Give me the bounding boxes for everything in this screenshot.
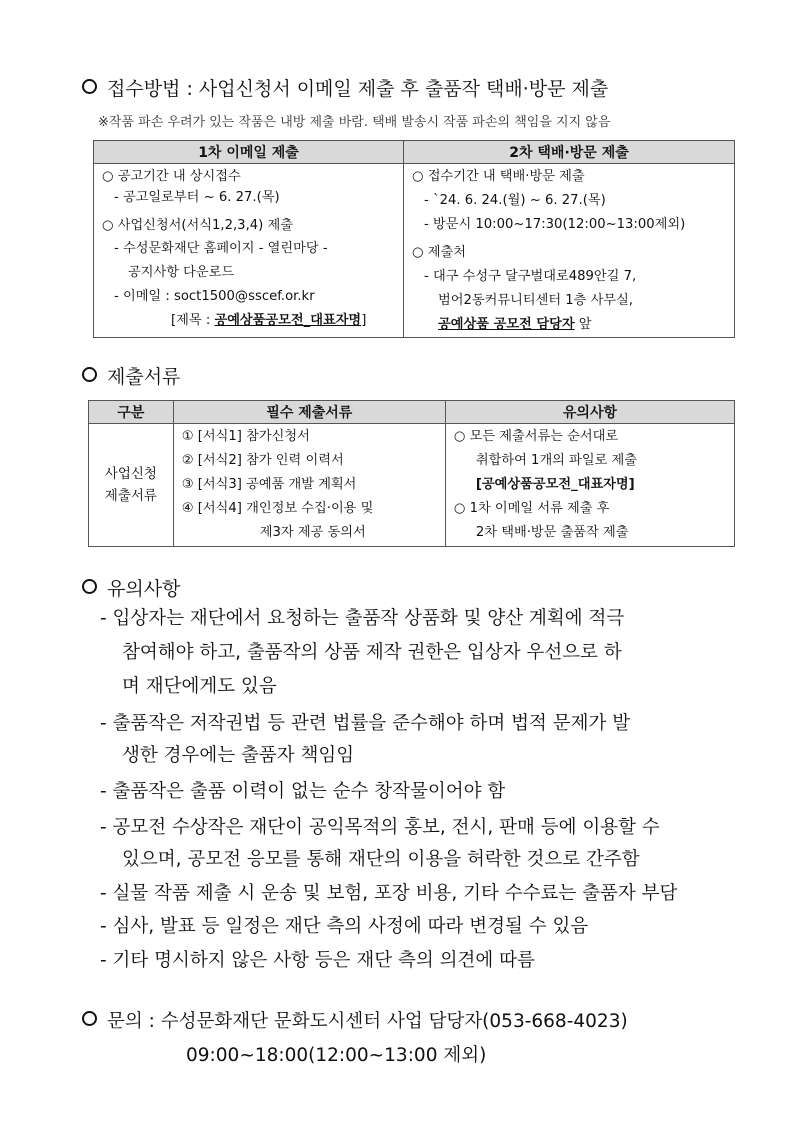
required-docs-cell: ① [서식1] 참가신청서 ② [서식2] 참가 인력 이력서 ③ [서식3] 공예품 개발 계획서 ④ [서식4] 개인정보 수집·이용 및 제3자 제공 동의서	[173, 424, 445, 547]
list-item: 있으며, 공모전 응모를 통해 재단의 이용을 허락한 것으로 간주함	[122, 849, 640, 870]
list-item: 참여해야 하고, 출품작의 상품 제작 권한은 입상자 우선으로 하	[122, 642, 622, 663]
list-item: 생한 경우에는 출품자 책임임	[122, 745, 355, 766]
contact-hours: 09:00~18:00(12:00~13:00 제외)	[186, 1045, 487, 1066]
delivery-recipient: 공예상품 공모전 담당자 앞	[438, 317, 592, 332]
circle-bullet-icon	[82, 579, 97, 594]
delivery-cell: ○ 접수기간 내 택배·방문 제출 - `24. 6. 24.(월) ~ 6. 27.(목) - 방문시 10:00~17:30(12:00~13:00제외) ○ 제출처 - 대구 수성구 달구벌대로489안길 7, 범어2동커뮤니티센터 1층 사무실, 공예상품 공모전 담당자 앞	[404, 164, 735, 338]
documents-table	[88, 400, 735, 547]
list-item: - 기타 명시하지 않은 사항 등은 재단 측의 의견에 따름	[100, 950, 535, 971]
email-subject: [제목 : 공예상품공모전_대표자명]	[171, 313, 367, 328]
list-item: - 입상자는 재단에서 요청하는 출품작 상품화 및 양산 계획에 적극	[100, 608, 625, 629]
email-cell: ○ 공고기간 내 상시접수 - 공고일로부터 ~ 6. 27.(목) ○ 사업신청서(서식1,2,3,4) 제출 - 수성문화재단 홈페이지 - 열린마당 - 공지사항 다운로드 - 이메일 : soct1500@sscef.or.kr [제목 : 공예상품공모전_대표자명]	[94, 164, 404, 338]
circle-bullet-icon	[82, 1011, 97, 1026]
col-header-email: 1차 이메일 제출	[94, 141, 404, 164]
col-header-category: 구분	[89, 401, 174, 424]
notes-cell: ○ 모든 제출서류는 순서대로 취합하여 1개의 파일로 제출 [공예상품공모전_대표자명] ○ 1차 이메일 서류 제출 후 2차 택배·방문 출품작 제출	[445, 424, 734, 547]
list-item: - 공모전 수상작은 재단이 공익목적의 홍보, 전시, 판매 등에 이용할 수	[100, 817, 660, 838]
list-item: - 심사, 발표 등 일정은 재단 측의 사정에 따라 변경될 수 있음	[100, 916, 589, 937]
col-header-notes: 유의사항	[445, 401, 734, 424]
col-header-delivery: 2차 택배·방문 제출	[404, 141, 735, 164]
col-header-required-docs: 필수 제출서류	[173, 401, 445, 424]
category-cell: 사업신청 제출서류	[89, 424, 174, 547]
contact-line: 문의 : 수성문화재단 문화도시센터 사업 담당자(053-668-4023)	[82, 1007, 628, 1033]
damage-notice: ※작품 파손 우려가 있는 작품은 내방 제출 바람. 택배 발송시 작품 파손의 책임을 지지 않음	[98, 115, 611, 130]
list-item: 며 재단에게도 있음	[122, 676, 277, 697]
section-title-submission: 접수방법 : 사업신청서 이메일 제출 후 출품작 택배·방문 제출	[82, 74, 608, 101]
list-item: - 출품작은 저작권법 등 관련 법률을 준수해야 하며 법적 문제가 발	[100, 713, 631, 734]
section-title-precautions: 유의사항	[82, 574, 180, 601]
list-item: - 실물 작품 제출 시 운송 및 보험, 포장 비용, 기타 수수료는 출품자 부담	[100, 883, 678, 904]
circle-bullet-icon	[82, 367, 97, 382]
circle-bullet-icon	[82, 79, 97, 94]
submission-table	[93, 140, 735, 338]
list-item: - 출품작은 출품 이력이 없는 순수 창작물이어야 함	[100, 781, 506, 802]
section-title-documents: 제출서류	[82, 362, 180, 389]
